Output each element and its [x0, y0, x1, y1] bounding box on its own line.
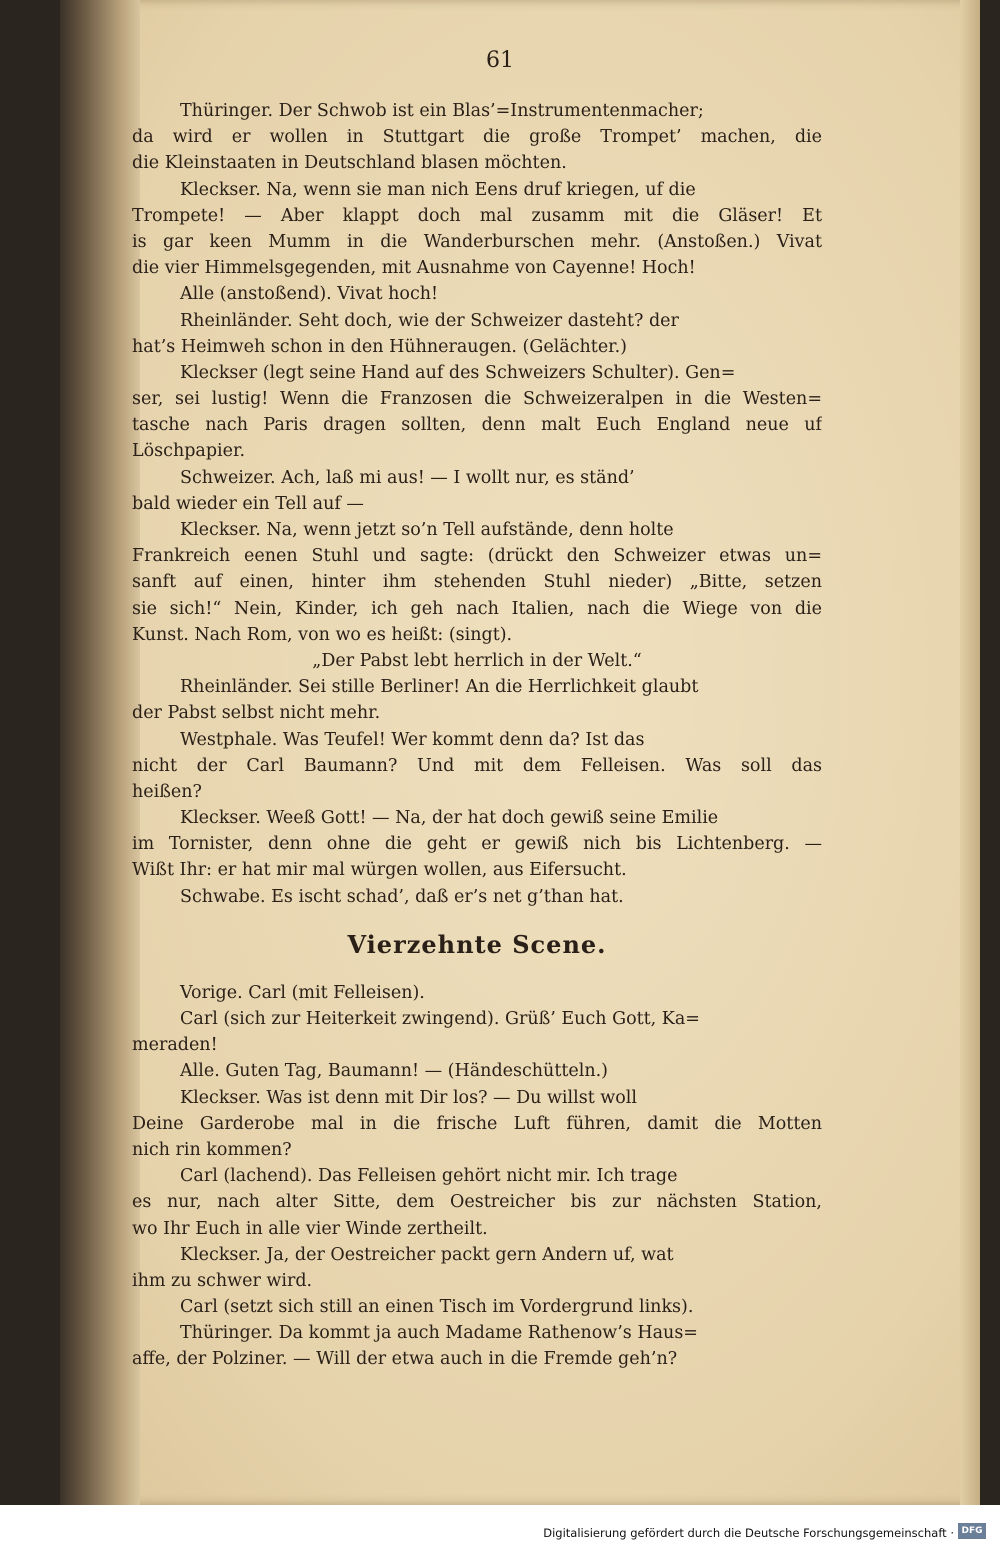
text-line: Kleckser. Was ist denn mit Dir los? — Du willst woll [180, 1087, 637, 1108]
text-line: Wißt Ihr: er hat mir mal würgen wollen, aus Eifersucht. [132, 860, 627, 881]
text-line: Carl (sich zur Heiterkeit zwingend). Grüß’ Euch Gott, Ka= [180, 1009, 700, 1029]
text-lines-after-heading [132, 980, 822, 1373]
page-gutter-shadow [60, 0, 140, 1505]
text-line: es nur, nach alter Sitte, dem Oestreicher bis zur nächsten Station, [132, 1192, 822, 1213]
text-line: Carl (lachend). Das Felleisen gehört nicht mir. Ich trage [180, 1166, 678, 1187]
text-line: der Pabst selbst nicht mehr. [132, 703, 381, 724]
text-line: die vier Himmelsgegenden, mit Ausnahme von Cayenne! Hoch! [132, 258, 696, 279]
text-line: Frankreich eenen Stuhl und sagte: (drückt den Schweizer etwas un= [132, 546, 822, 567]
text-line: hat’s Heimweh schon in den Hühneraugen. (Gelächter.) [132, 336, 628, 357]
text-line: da wird er wollen in Stuttgart die große Trompet’ machen, die [132, 127, 822, 148]
text-line: is gar keen Mumm in die Wanderburschen mehr. (Anstoßen.) Vivat [132, 231, 822, 252]
text-line: Rheinländer. Seht doch, wie der Schweizer dasteht? der [180, 310, 679, 331]
text-line: Schwabe. Es ischt schad’, daß er’s net g’than hat. [180, 886, 624, 907]
text-line: nicht der Carl Baumann? Und mit dem Felleisen. Was soll das [132, 755, 822, 776]
text-line: Deine Garderobe mal in die frische Luft führen, damit die Motten [132, 1113, 822, 1134]
text-line: Thüringer. Der Schwob ist ein Blas’=Instrumentenmacher; [180, 101, 704, 121]
text-line: ihm zu schwer wird. [132, 1270, 313, 1291]
page-number: 61 [486, 48, 514, 73]
text-line: Rheinländer. Sei stille Berliner! An die Herrlichkeit glaubt [180, 677, 699, 698]
text-line: bald wieder ein Tell auf — [132, 493, 364, 514]
text-line: Vorige. Carl (mit Felleisen). [180, 982, 425, 1003]
text-line: wo Ihr Euch in alle vier Winde zertheilt. [132, 1218, 488, 1239]
text-line: Kleckser. Weeß Gott! — Na, der hat doch gewiß seine Emilie [180, 808, 719, 829]
page-body [132, 98, 822, 1373]
text-line: Westphale. Was Teufel! Wer kommt denn da? Ist das [180, 729, 645, 750]
text-line: Trompete! — Aber klappt doch mal zusamm mit die Gläser! Et [132, 205, 822, 226]
page-right-edge [960, 0, 980, 1505]
text-line: im Tornister, denn ohne die geht er gewiß nich bis Lichtenberg. — [132, 834, 822, 855]
text-line: ser, sei lustig! Wenn die Franzosen die Schweizeralpen in die Westen= [132, 389, 822, 410]
text-lines-before-heading [132, 98, 822, 910]
text-line: „Der Pabst lebt herrlich in der Welt.“ [312, 650, 642, 671]
dfg-logo: DFG [958, 1523, 986, 1539]
text-line: nich rin kommen? [132, 1139, 292, 1160]
text-line: Schweizer. Ach, laß mi aus! — I wollt nur, es ständ’ [180, 467, 635, 488]
text-line: Kleckser. Na, wenn jetzt so’n Tell aufstände, denn holte [180, 520, 674, 540]
scene-heading: Vierzehnte Scene. [347, 929, 607, 959]
text-line: Kleckser (legt seine Hand auf des Schweizers Schulter). Gen= [180, 362, 736, 383]
text-line: sanft auf einen, hinter ihm stehenden Stuhl nieder) „Bitte, setzen [132, 572, 822, 593]
text-line: heißen? [132, 781, 202, 802]
text-line: affe, der Polziner. — Will der etwa auch in die Fremde geh’n? [132, 1349, 678, 1370]
text-line: Alle (anstoßend). Vivat hoch! [180, 284, 439, 305]
text-line: Carl (setzt sich still an einen Tisch im Vordergrund links). [180, 1297, 694, 1318]
text-line: die Kleinstaaten in Deutschland blasen möchten. [132, 153, 567, 174]
text-line: Alle. Guten Tag, Baumann! — (Händeschütteln.) [180, 1061, 609, 1082]
text-line: Kleckser. Ja, der Oestreicher packt gern Andern uf, wat [180, 1244, 674, 1265]
text-line: Kunst. Nach Rom, von wo es heißt: (singt). [132, 624, 513, 645]
text-line: Löschpapier. [132, 441, 246, 462]
text-line: tasche nach Paris dragen sollten, denn malt Euch England neue uf [132, 415, 822, 436]
text-line: Thüringer. Da kommt ja auch Madame Rathenow’s Haus= [180, 1323, 698, 1344]
funding-notice: Digitalisierung gefördert durch die Deutsche Forschungsgemeinschaft · [543, 1526, 954, 1540]
text-line: meraden! [132, 1035, 218, 1056]
text-line: sie sich!“ Nein, Kinder, ich geh nach Italien, nach die Wiege von die [132, 598, 822, 619]
text-line: Kleckser. Na, wenn sie man nich Eens druf kriegen, uf die [180, 179, 696, 200]
